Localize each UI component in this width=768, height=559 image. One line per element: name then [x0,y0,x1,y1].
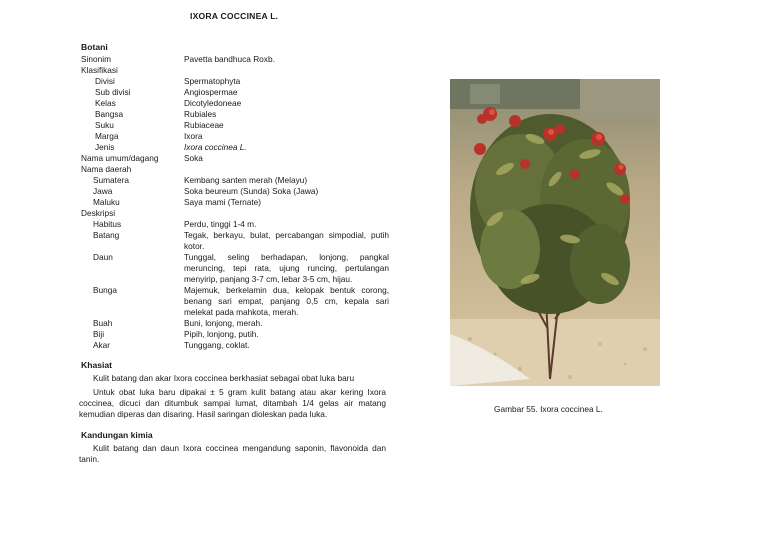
row-value: Pavetta bandhuca Roxb. [184,54,275,64]
row-label: Buah [93,318,113,328]
khasiat-paragraph-1: Kulit batang dan akar Ixora coccinea berkhasiat sebagai obat luka baru [93,373,355,383]
row-label: Deskripsi [81,208,116,218]
row-label: Klasifikasi [81,65,118,75]
row-label: Marga [95,131,119,141]
row-value: Tunggang, coklat. [184,340,250,350]
row-label: Maluku [93,197,120,207]
row-label: Jawa [93,186,113,196]
row-label: Suku [95,120,114,130]
khasiat-paragraph-2: Untuk obat luka baru dipakai ± 5 gram kulit batang atau akar kering Ixora coccinea, dicuci dan ditumbuk sampai lumat, ditambah 1/4 gelas air matang kemudian diperas dan disaring. Hasil saringan dioleskan pada luka. [79,387,386,419]
row-value: Ixora [184,131,203,141]
row-value: Kembang santen merah (Melayu) [184,175,308,185]
row-value: Tegak, berkayu, bulat, percabangan simpodial, putih kotor. [184,230,389,251]
row-value: Majemuk, berkelamin dua, kelopak bentuk corong, benang sari empat, panjang 0,5 cm, kepala sari melekat pada mahkota, merah. [184,285,389,317]
row-value: Pipih, lonjong, putih. [184,329,259,339]
row-label: Divisi [95,76,115,86]
row-label: Batang [93,230,120,240]
row-label: Nama daerah [81,164,132,174]
row-label: Jenis [95,142,115,152]
row-label: Daun [93,252,113,262]
row-label: Sumatera [93,175,129,185]
row-value: Perdu, tinggi 1-4 m. [184,219,257,229]
row-value: Angiospermae [184,87,238,97]
ixora-shrub-photo [450,79,660,386]
section-heading-kandungan-kimia: Kandungan kimia [81,430,153,440]
row-label: Biji [93,329,105,339]
row-label: Kelas [95,98,116,108]
page-title: IXORA COCCINEA L. [190,11,279,21]
row-value: Spermatophyta [184,76,241,86]
row-value: Tunggal, seling berhadapan, lonjong, pangkal meruncing, tepi rata, ujung runcing, pertulangan menyirip, panjang 3-7 cm, lebar 3-5 cm, hijau. [184,252,389,284]
row-value: Dicotyledoneae [184,98,242,108]
row-label: Sub divisi [95,87,131,97]
row-label: Nama umum/dagang [81,153,159,163]
row-label: Akar [93,340,111,350]
section-heading-khasiat: Khasiat [81,360,113,370]
row-label: Bunga [93,285,117,295]
row-value: Rubiaceae [184,120,224,130]
figure-caption: Gambar 55. Ixora coccinea L. [494,404,603,414]
row-value: Saya mami (Ternate) [184,197,262,207]
row-value: Ixora coccinea L. [184,142,247,152]
row-value: Soka beureum (Sunda) Soka (Jawa) [184,186,319,196]
row-value: Buni, lonjong, merah. [184,318,263,328]
row-label: Sinonim [81,54,111,64]
section-heading-botani: Botani [81,42,108,52]
row-value: Soka [184,153,203,163]
row-value: Rubiales [184,109,217,119]
row-label: Habitus [93,219,122,229]
row-label: Bangsa [95,109,124,119]
kandungan-paragraph: Kulit batang dan daun Ixora coccinea mengandung saponin, flavonoida dan tanin. [79,443,386,464]
